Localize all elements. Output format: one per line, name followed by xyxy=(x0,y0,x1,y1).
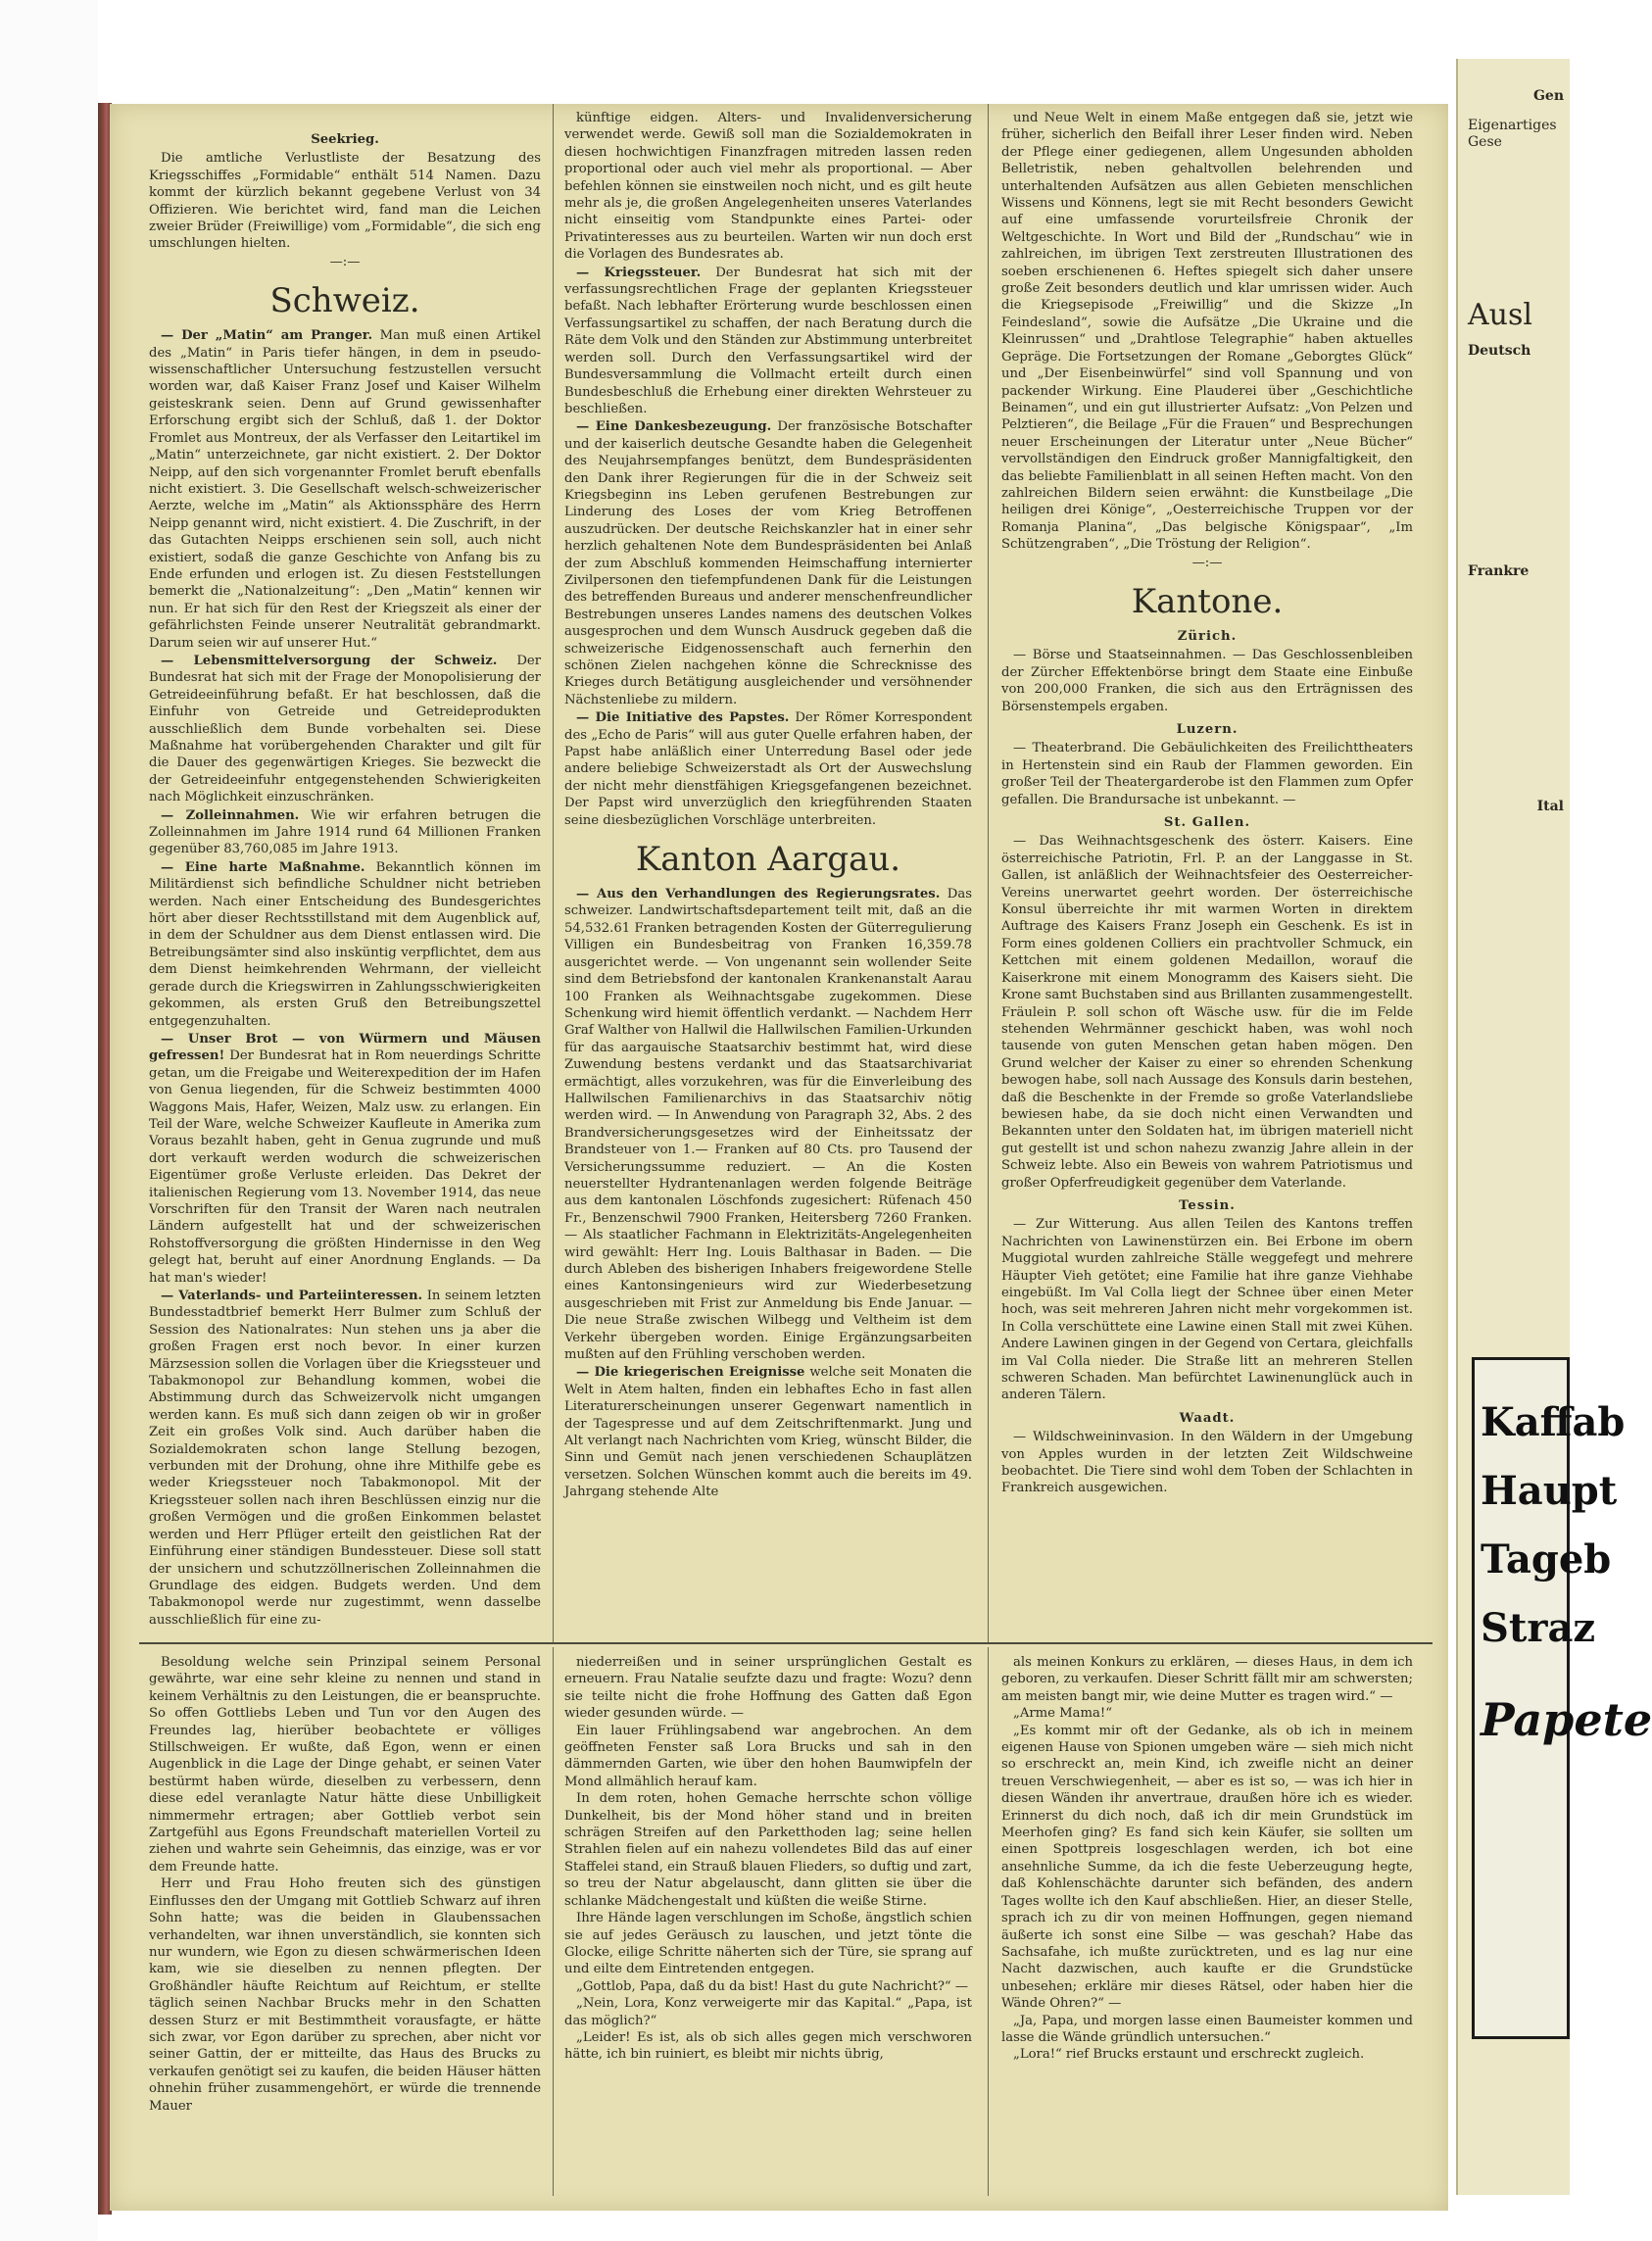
subheading-waadt: Waadt. xyxy=(1179,1410,1236,1426)
fragment-text: Gen xyxy=(1532,88,1564,104)
article-lead: — Eine Dankesbezeugung. xyxy=(576,419,772,435)
column-1 xyxy=(149,104,541,1630)
adjacent-page-fragment xyxy=(1456,59,1652,2195)
article-lead: — Die Initiative des Papstes. xyxy=(576,710,790,726)
article-lead: — Kriegssteuer. xyxy=(576,265,702,280)
column-2 xyxy=(564,104,972,1502)
feuilleton-paragraph: Ein lauer Frühlingsabend war angebrochen. An dem geöffneten Fenster saß Lora Brucks und sah in den dämmernden Garten, wie über den hohen Baumwipfeln der Mond allmählich herauf kam. xyxy=(564,1723,972,1789)
feuilleton-paragraph: „Gottlob, Papa, daß du da bist! Hast du gute Nachricht?“ — xyxy=(576,1978,969,1994)
article-zolleinnahmen xyxy=(149,807,541,858)
article-body: Der Römer Korrespondent des „Echo de Paris“ will aus guter Quelle erfahren haben, der Papst habe anläßlich einer Unterredung Basel oder jede andere beliebige Schweizerstadt als Ort der Auswechslung der nicht mehr dienstfähigen Kriegsgefangenen bezeichnet. Der Papst wird unverzüglich den kriegführenden Staaten seine diesbezüglichen Vorschläge unterbreiten. xyxy=(564,710,972,828)
feuilleton-paragraph: „Arme Mama!“ xyxy=(1013,1706,1112,1722)
article-dankesbezeugung xyxy=(564,418,972,708)
article-continuation: und Neue Welt in einem Maße entgegen daß sie, jetzt wie früher, sicherlich den Beifall ihrer Leser finden wird. Neben der Pflege einer gediegenen, allem Ungesunden abholden Belletristik, neben gehaltvollen belehrenden und unterhaltenden Aufsätzen aus allen Gebieten menschlichen Wissens und Könnens, legt sie mit Recht besonders Gewicht auf eine umfassende vorurteilsfreie Chronik der Weltgeschichte. In Wort und Bild der „Rundschau“ wie in zahlreichen, im übrigen Text zerstreuten Illustrationen des soeben erschienenen 6. Heftes spiegelt sich daher unsere große Zeit besonders deutlich und klar umrissen wider. Auch die Kriegsepisode „Freiwillig“ und die Skizze „In Feindesland“, sowie die Aufsätze „Die Ukraine und die Kleinrussen“ und „Drahtlose Telegraphie“ haben aktuelles Gepräge. Die Fortsetzungen der Romane „Geborgtes Glück“ und „Der Eisenbeinwürfel“ sind voll Spannung und von packender Wirkung. Eine Plauderei über „Geschichtliche Beinamen“, und ein gut illustrierter Aufsatz: „Von Pelzen und Pelztieren“, die Beilage „Für die Frauen“ und Besprechungen neuer Erscheinungen der Literatur unter „Neue Bücher“ vervollständigen den Eindruck großer Mannigfaltigkeit, den das beliebte Familienblatt in all seinen Heften macht. Von den zahlreichen Bildern seien erwähnt: die Kunstbeilage „Die heiligen drei Könige“, „Oesterreichische Truppen vor der Romanja Planina“, „Das belgische Königspaar“, „Im Schützengraben“, „Die Tröstung der Religion“. xyxy=(1001,111,1413,553)
subheading-zuerich: Zürich. xyxy=(1177,628,1238,644)
feuilleton-paragraph: „Es kommt mir oft der Gedanke, als ob ich in meinem eigenen Hause von Spionen umgeben wäre — sieh mich nicht so erschreckt an, mein Kind, ich zweifle nicht an deiner treuen Verschwiegenheit, — aber es ist so, — was ich hier in diesen Wänden ihr anvertraue, draußen höre ich es wieder. Erinnerst du dich noch, daß ich dir mein Grundstück im Meerhofen ging? Es fand sich kein Käufer, sie sollten um einen Spottpreis losgeschlagen werden, ich bot eine ansehnliche Summe, da ich die feste Ueberzeugung hegte, daß Kohlenschächte darunter sich befänden, des andern Tages wollte ich den Kauf abschließen. Hier, an dieser Stelle, sprach ich zu dir von meinen Hoffnungen, gegen niemand äußerte ich sonst eine Silbe — was geschah? Habe das Sachsafahe, ich mußte zurücktreten, und es lag nur eine Nacht dazwischen, auch kaufte er die Grundstücke unbesehen; erkläre mir dieses Rätsel, oder haben hier die Wände Ohren?“ — xyxy=(1001,1723,1413,2012)
feuilleton-paragraph: „Leider! Es ist, als ob sich alles gegen mich verschworen hätte, ich bin ruiniert, es bleibt mir nichts übrig, xyxy=(564,2029,972,2063)
article-body: In seinem letzten Bundesstadtbrief bemerkt Herr Bulmer zum Schluß der Session des Nationalrates: Nun stehen uns ja aber die großen Fragen erst noch bevor. In einer kurzen Märzsession sollen die Vorlagen über die Kriegssteuer und Tabakmonopol zur Behandlung kommen, wobei die Abstimmung durch das Schweizervolk nicht umgangen werden kann. Es muß sich dann zeigen ob wir in großer Zeit ein großes Volk sind. Auch darüber haben die Sozialdemokraten schon lange Stellung bezogen, verbunden mit der Drohung, ohne ihre Mithilfe gebe es weder Kriegssteuer noch Tabakmonopol. Mit der Kriegssteuer sollen nach ihren Beschlüssen einzig nur die großen Vermögen und die großen Einkommen belastet werden und Herr Pflüger erteilt den geistlichen Rat der Einführung einer ständigen Bundessteuer. Diese soll statt der unsichern und schutzzöllnerischen Zolleinnahmen die Grundlage des eidgen. Budgets werden. Und dem Tabakmonopol werde nur zugestimmt, wenn dasselbe ausschließlich für eine zu- xyxy=(149,1289,541,1628)
feuilleton-paragraph: „Lora!“ rief Brucks erstaunt und erschreckt zugleich. xyxy=(1013,2047,1365,2063)
article-lead: — Zolleinnahmen. xyxy=(161,807,300,823)
article-st-gallen: — Das Weihnachtsgeschenk des österr. Kaisers. Eine österreichische Patriotin, Frl. P. an der Langgasse in St. Gallen, ist anläßlich der Weihnachtsfeier des Oesterreicher-Vereins unerwartet geehrt worden. Der österreichische Konsul überreichte ihr mit warmen Worten in direktem Auftrage des Kaisers Franz Joseph ein Geschenk. Es ist in Form eines goldenen Colliers ein prachtvoller Schmuck, ein Kettchen mit einem goldenen Medaillon, worauf die Kaiserkrone mit einem Monogramm des Kaisers sieht. Die Krone samt Buchstaben sind aus Brillanten zusammengestellt. Fräulein P. soll schon oft Wäsche usw. für die im Felde stehenden Wehrmänner geschickt haben, was wohl noch tausende von guten Menschen getan haben mögen. Den Grund welcher der Kaiser zu einer so ehrenden Schenkung bewogen habe, soll nach Aussage des Konsuls darin bestehen, daß die Beschenkte in der Fremde so große Vaterlandsliebe bewiesen habe, da sie doch nicht einen Verwandten und Bekannten unter den Soldaten hat, im übrigen materiell nicht gut gestellt ist und schon nahezu zwanzig Jahre allein in der Schweiz lebte. Also ein Beweis von wahrem Patriotismus und großer Opferfreudigkeit gegenüber dem Vaterlande. xyxy=(1001,834,1413,1191)
heading-kantone: Kantone. xyxy=(1131,581,1284,621)
fragment-text: Eigenartiges Gese xyxy=(1468,118,1557,150)
article-body: Der Bundesrat hat in Rom neuerdings Schritte getan, um die Freigabe und Weiterexpedition der im Hafen von Genua liegenden, für die Schweiz bestimmten 4000 Waggons Mais, Hafer, Weizen, Malz usw. zu erlangen. Ein Teil der Ware, welche Schweizer Kaufleute in Amerika zum Voraus bezahlt haben, geht in Genua zugrunde und muß dort verkauft werden wodurch die schweizerischen Eigentümer große Verluste erleiden. Das Dekret der italienischen Regierung vom 13. November 1914, das neue Vorschriften für den Transit der Waren nach neutralen Ländern aufgestellt hat und der schweizerischen Rohstoffversorgung die größten Hindernisse in den Weg gelegt hat, beruht auf einer Anordnung Englands. — Da hat man's wieder! xyxy=(149,1048,541,1286)
article-body: Wie wir erfahren betrugen die Zolleinnahmen im Jahre 1914 rund 64 Millionen Franken gegenüber 83,760,085 im Jahre 1913. xyxy=(149,807,541,857)
article-lead: — Eine harte Maßnahme. xyxy=(161,859,365,875)
article-matin xyxy=(149,327,541,652)
ad-text: Papete xyxy=(1481,1693,1652,1746)
feuilleton-paragraph: „Nein, Lora, Konz verweigerte mir das Kapital.“ „Papa, ist das möglich?“ xyxy=(564,1996,972,2028)
article-body: Bekanntlich können im Militärdienst sich befindliche Schuldner nicht betrieben werden. Nach einer Entscheidung des Bundesgerichtes hört aber dieser Rechtsstillstand mit dem Augenblick auf, in dem der Schuldner aus dem Dienst entlassen wird. Die Betreibungsämter sind also insküntig verpflichtet, dem aus dem Dienst heimkehrenden Wehrmann, der vielleicht gerade durch die Kriegswirren in Zahlungsschwierigkeiten gekommen, als ersten Gruß den Betreibungszettel entgegenzuhalten. xyxy=(149,859,541,1029)
article-unser-brot xyxy=(149,1031,541,1287)
heading-schweiz: Schweiz. xyxy=(269,281,420,321)
article-body: Das schweizer. Landwirtschaftsdepartement teilt mit, daß an die 54,532.61 Franken betragenden Kosten der Güterregulierung Villigen ein Bundesbeitrag von Franken 16,359.78 ausgerichtet werde. — Von ungenannt sein wollender Seite sind dem Betriebsfond der kantonalen Krankenanstalt Aarau 100 Franken als Weihnachtsgabe zugekommen. Diese Schenkung wird hiemit öffentlich verdankt. — Nachdem Herr Graf Walther von Hallwil die Hallwilschen Familien-Urkunden für das aargauische Staatsarchiv bestimmt hat, wird diese Zuwendung bestens verdankt und das Staatsarchivariat ermächtigt, alles vorzukehren, was für die Einverleibung des Hallwilschen Familienarchivs in das Staatsarchiv nötig werden wird. — In Anwendung von Paragraph 32, Abs. 2 des Brandversicherungsgesetzes wird der Einheitssatz der Brandsteuer von 1.— Franken auf 80 Cts. pro Tausend der Versicherungssumme reduziert. — An die Kosten neuerstellter Hydrantenanlagen werden folgende Beiträge aus dem kantonalen Löschfonds zugesichert: Rüfenach 450 Fr., Benzenschwil 7900 Franken, Heitersberg 7260 Franken. — Als staatlicher Fachmann in Elektrizitäts-Angelegenheiten wird gewählt: Herr Ing. Louis Balthasar in Baden. — Die durch Ableben des bisherigen Inhabers freigewordene Stelle eines Kantonsingenieurs wird zur Wiederbesetzung ausgeschrieben mit Frist zur Anmeldung bis Ende Januar. — Die neue Straße zwischen Wilbegg und Veltheim ist dem Verkehr übergeben worden. Einige Ergänzungsarbeiten mußten auf den Frühling verschoben werden. xyxy=(564,887,972,1363)
article-lead: — Vaterlands- und Parteiinteressen. xyxy=(161,1289,423,1303)
ad-text: Tageb xyxy=(1481,1536,1612,1583)
feuilleton-paragraph: Besoldung welche sein Prinzipal seinem Personal gewährte, war eine sehr kleine zu nennen und stand in keinem Verhältnis zu den Leistungen, die er beanspruchte. So offen Gottliebs Leben und Tun vor den Augen des Freundes lag, hierüber beobachtete er völliges Stillschweigen. Er wußte, daß Egon, wenn er einen Augenblick in die Lage der Dinge gehabt, er seinen Vater bestürmt haben würde, dieselben zu verbessern, denn diese edel veranlagte Natur hätte diese Unbilligkeit nimmermehr ertragen; aber Gottlieb verbot sein Zartgefühl aus Egons Freundschaft materiellen Vorteil zu ziehen und wahrte sein Geheimnis, das einzige, was er vor dem Freunde hatte. xyxy=(149,1655,541,1875)
article-lead: — Aus den Verhandlungen des Regierungsrates. xyxy=(576,887,941,902)
newspaper-page xyxy=(110,104,1448,2211)
feuilleton-paragraph: Ihre Hände lagen verschlungen im Schoße, ängstlich schien sie auf jedes Geräusch zu lauschen, und jetzt tönte die Glocke, eilige Schritte näherten sich der Türe, sie sprang auf und eilte dem Eintretenden entgegen. xyxy=(564,1911,972,1977)
heading-seekrieg: Seekrieg. xyxy=(311,132,379,147)
subheading-luzern: Luzern. xyxy=(1176,722,1239,737)
column-rule xyxy=(553,1647,554,2196)
article-body: Der Bundesrat hat sich mit der verfassungsrechtlichen Frage der geplanten Kriegssteuer befaßt. Nach lebhafter Erörterung wurde beschlossen einen Verfassungsartikel zu schaffen, der nach Beratung durch die Räte dem Volk und den Ständen zur Abstimmung unterbreitet werden soll. Durch den Verfassungsartikel wird der Bundesversammlung die Vollmacht erteilt durch einen Bundesbeschluß die Erhebung einer direkten Wehrsteuer zu beschließen. xyxy=(564,265,973,416)
ad-text: Haupt xyxy=(1481,1468,1618,1514)
scan-background xyxy=(0,0,98,2241)
article-vaterlands xyxy=(149,1288,541,1629)
ad-text: Kaffab xyxy=(1481,1399,1626,1445)
article-body: Man muß einen Artikel des „Matin“ in Paris tiefer hängen, in dem in pseudo-wissenschaftlicher Untersuchung festzustellen versucht worden war, daß Kaiser Franz Josef und Kaiser Wilhelm geisteskrank seien. Denn auf Grund gewissenhafter Erforschung ergibt sich der Schluß, daß 1. der Doktor Fromlet aus Montreux, der als Verfasser den Leitartikel im „Matin“ unterzeichnete, gar nicht existiert. 2. Der Doktor Neipp, auf den sich vorgenannter Fromlet beruft ebenfalls nicht existiert. 3. Die Gesellschaft welsch-schweizerischer Aerzte, welche im „Matin“ als Aktionssphäre des Herrn Neipp genannt wird, nicht existiert. 4. Die Zuschrift, in der das Gutachten Neipps erschienen sein soll, auch nicht existiert, sodaß die ganze Geschichte von Anfang bis zu Ende erfunden und erlogen ist. Zu diesen Feststellungen bemerkt die „Nationalzeitung“: „Den „Matin“ kennen wir nun. Er hat sich für den Rest der Kriegszeit als einer der gefährlichsten Feinde unserer Neutralität gebrandmarkt. Darum seien wir auf unserer Hut.“ xyxy=(149,328,542,651)
article-regierungsrat xyxy=(564,886,972,1363)
article-tessin: — Zur Witterung. Aus allen Teilen des Kantons treffen Nachrichten von Lawinenstürzen ein. Bei Erbone im obern Muggiotal wurden zahlreiche Ställe weggefegt und mehrere Häupter Vieh getötet; eine Familie hat ihre ganze Viehhabe eingebüßt. Im Val Colla liegt der Schnee über einen Meter hoch, was seit mehreren Jahren nicht mehr vorgekommen ist. In Colla verschüttete eine Lawine einen Stall mit zwei Kühen. Andere Lawinen gingen in der Gegend von Certara, gleichfalls im Val Colla nieder. Die Straße litt an mehreren Stellen schweren Schaden. Man befürchtet Lawinenunglück auch in anderen Tälern. xyxy=(1001,1217,1413,1403)
ad-text: Straz xyxy=(1481,1605,1596,1651)
article-lead: — Unser Brot — von Würmern und Mäusen gefressen! xyxy=(149,1031,541,1064)
feuilleton-rule xyxy=(139,1642,1433,1644)
subheading-st-gallen: St. Gallen. xyxy=(1163,815,1251,831)
article-lead: — Lebensmittelversorgung der Schweiz. xyxy=(161,653,498,668)
feuilleton-paragraph: niederreißen und in seiner ursprünglichen Gestalt es erneuern. Frau Natalie seufzte dazu und fragte: Wozu? denn sie teilte nicht die frohe Hoffnung des Gatten daß Egon wieder gesunden würde. — xyxy=(564,1655,972,1722)
heading-kanton-aargau: Kanton Aargau. xyxy=(635,840,901,880)
fragment-subheading: Deutsch xyxy=(1468,343,1531,359)
article-harte-massnahme xyxy=(149,859,541,1030)
article-kriegssteuer xyxy=(564,265,972,418)
article-body: Der französische Botschafter und der kaiserlich deutsche Gesandte haben die Gelegenheit des Neujahrsempfanges benützt, dem Bundespräsidenten den Dank ihrer Regierungen für die in der Schweiz seit Kriegsbeginn ins Leben gerufenen Bestrebungen zur Linderung des Loses der vom Krieg Betroffenen auszudrücken. Der deutsche Reichskanzler hat in einer sehr herzlich gehaltenen Note dem Bundespräsidenten bei Anlaß der zum Abschluß kommenden Heimschaffung internierter Zivilpersonen den tiefempfundenen Dank für die Leistungen des betreffenden Bureaus und anderer menschenfreundlicher Bestrebungen unseres Landes namens des deutschen Volkes ausgesprochen und dem Wunsch Ausdruck gegeben daß die schweizerische Eidgenossenschaft auch fernerhin den schönen Zielen nachgehen könne die Schrecknisse des Krieges durch Betätigung ausgleichender und versöhnender Nächstenliebe zu mildern. xyxy=(564,419,972,707)
feuilleton-paragraph: „Ja, Papa, und morgen lasse einen Baumeister kommen und lasse die Wände gründlich untersuchen.“ xyxy=(1001,2013,1413,2045)
article-seekrieg: Die amtliche Verlustliste der Besatzung des Kriegsschiffes „Formidable“ enthält 514 Namen. Dazu kommt der kürzlich bekannt gegebene Verlust von 34 Offizieren. Wie berichtet wird, fand man die Leichen zweier Brüder (Freiwillige) vom „Formidable“, die sich eng umschlungen hielten. xyxy=(149,151,541,252)
article-continuation: künftige eidgen. Alters- und Invalidenversicherung verwendet werde. Gewiß soll man die Sozialdemokraten in diesen hochwichtigen Finanzfragen mitreden lassen reden proportional oder auch viel mehr als proportional. — Aber befehlen können sie einstweilen noch nicht, und es gilt heute mehr als je, die großen Angelegenheiten unseres Vaterlandes nicht einseitig vom Standpunkte eines Partei- oder Privatinteresses aus zu beurteilen. Warten wir nun doch erst die Vorlagen des Bundesrates ab. xyxy=(564,111,972,263)
article-lead: — Die kriegerischen Ereignisse xyxy=(576,1365,805,1381)
column-3 xyxy=(1001,104,1413,1498)
column-rule xyxy=(988,1647,989,2196)
article-zuerich: — Börse und Staatseinnahmen. — Das Geschlossenbleiben der Zürcher Effektenbörse bringt dem Staate eine Einbuße von 200,000 Franken, die sich aus den Erträgnissen des Börsenstempels ergaben. xyxy=(1001,648,1413,714)
article-luzern: — Theaterbrand. Die Gebäulichkeiten des Freilichttheaters in Hertenstein sind ein Raub der Flammen geworden. Ein großer Teil der Theatergarderobe ist den Flammen zum Opfer gefallen. Die Brandursache ist unbekannt. — xyxy=(1001,741,1413,807)
fragment-heading: Ausl xyxy=(1468,298,1532,332)
column-rule xyxy=(988,104,989,1642)
article-papst xyxy=(564,709,972,829)
subheading-tessin: Tessin. xyxy=(1179,1197,1236,1213)
article-body: Der Bundesrat hat sich mit der Frage der Monopolisierung der Getreideeinführung befaßt. Er hat beschlossen, daß die Einfuhr von Getreide und Getreideprodukten ausschließlich dem Bunde vorbehalten sei. Diese Maßnahme hat vorübergehenden Charakter und gilt für die Dauer des gegenwärtigen Krieges. Sie bezweckt die der Getreideeinfuhr entgegenstehenden Schwierigkeiten nach Möglichkeit einzuschränken. xyxy=(149,653,541,805)
article-ereignisse xyxy=(564,1364,972,1500)
feuilleton-column-1 xyxy=(149,1654,541,2115)
article-lead: — Der „Matin“ am Pranger. xyxy=(161,328,373,344)
separator: —:— xyxy=(329,254,361,269)
separator: —:— xyxy=(1191,555,1223,570)
fragment-subheading: Frankre xyxy=(1468,563,1530,579)
fragment-subheading: Ital xyxy=(1536,799,1564,814)
article-lebensmittel xyxy=(149,653,541,806)
article-waadt: — Wildschweininvasion. In den Wäldern in der Umgebung von Apples wurden in der letzten Zeit Wildschweine beobachtet. Die Tiere sind wohl dem Toben der Schlachten in Frankreich ausgewichen. xyxy=(1001,1430,1413,1496)
feuilleton-paragraph: Herr und Frau Hoho freuten sich des günstigen Einflusses den der Umgang mit Gottlieb Schwarz auf ihren Sohn hatte; was die beiden in Glaubenssachen verhandelten, war ihnen unverständlich, sie konnten sich nur wundern, wie Egon zu diesen schwärmerischen Ideen kam, wie sie dieselben zu nennen pflegten. Der Großhändler häufte Reichtum auf Reichtum, er stellte täglich seinen Nachbar Brucks mehr in den Schatten dessen Sturz er mit Bestimmtheit vorausfagte, er hätte sich zwar, vor Egon darüber zu sprechen, aber nicht vor seiner Gattin, der er mitteilte, das Haus des Brucks zu verkaufen genötigt sei zu kaufen, die beiden Häuser hätten ohnehin früher zusammengehört, er würde die trennende Mauer xyxy=(149,1876,541,2114)
feuilleton-paragraph: als meinen Konkurs zu erklären, — dieses Haus, in dem ich geboren, zu verkaufen. Dieser Schritt fällt mir am schwersten; am meisten bangt mir, wie deine Mutter es tragen wird.“ — xyxy=(1001,1655,1413,1704)
column-rule xyxy=(553,104,554,1642)
advertisement-box xyxy=(1472,1357,1652,2039)
feuilleton-column-3 xyxy=(1001,1654,1413,2064)
article-body: welche seit Monaten die Welt in Atem halten, finden ein lebhaftes Echo in fast allen Literaturerscheinungen unserer Gegenwart namentlich in der Tagespresse und auf dem Zeitschriftenmarkt. Jung und Alt verlangt nach Nachrichten vom Krieg, wünscht Bilder, die Sinn und Gemüt nach jenen verschiedenen Schauplätzen versetzen. Solchen Wünschen kommt auch die bereits im 49. Jahrgang stehende Alte xyxy=(564,1365,972,1500)
feuilleton-column-2 xyxy=(564,1654,972,2064)
feuilleton-paragraph: In dem roten, hohen Gemache herrschte schon völlige Dunkelheit, bis der Mond höher stand und in breiten schrägen Streifen auf den Parketthoden lag; seine hellen Strahlen fielen auf ein nahezu vollendetes Bild das auf einer Staffelei stand, ein Strauß blauen Flieders, so duftig und zart, so treu der Natur abgelauscht, dann glitten sie über die schlanke Mädchengestalt und küßten die weiße Stirne. xyxy=(564,1791,972,1909)
